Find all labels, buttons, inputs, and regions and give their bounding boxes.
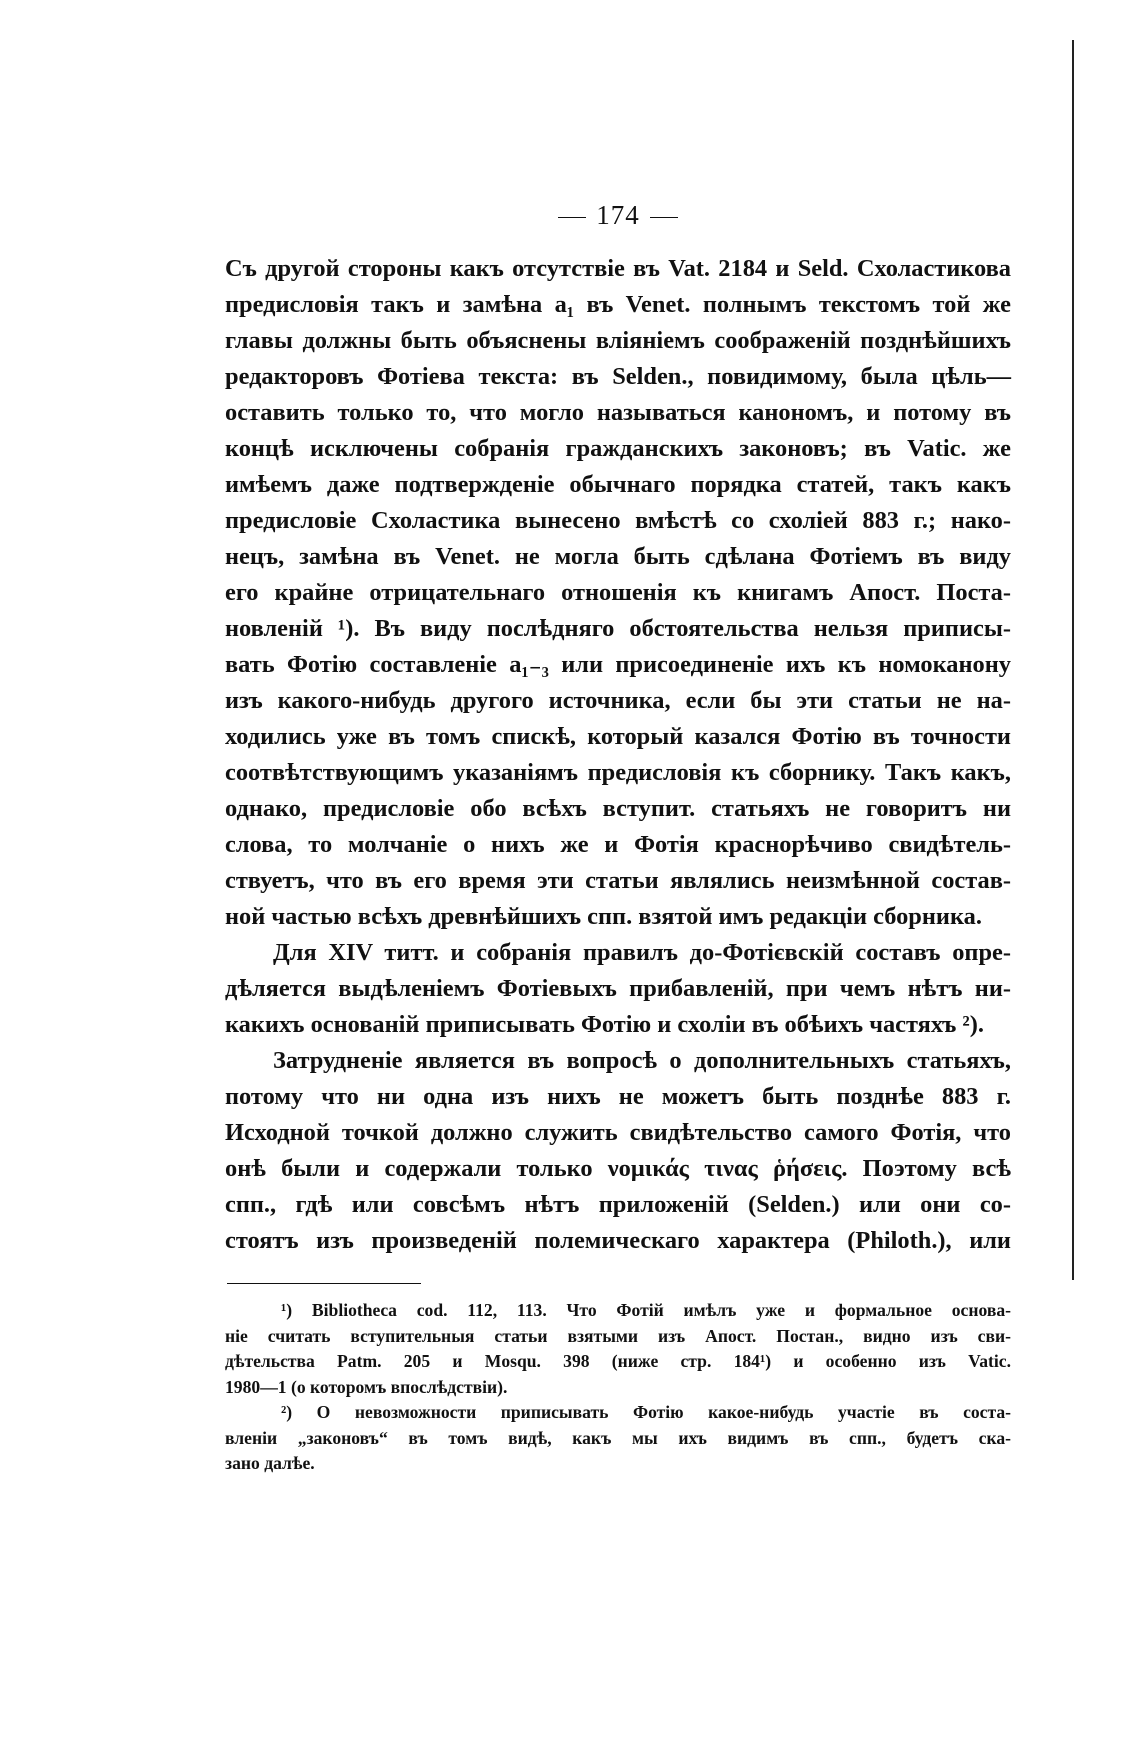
text-line: онѣ были и содержали только νομικάς τινας ῥήσεις. Поэтому всѣ	[225, 1155, 1011, 1182]
body-text	[225, 251, 1011, 1259]
text-line: ной частью всѣхъ древнѣйшихъ спп. взятой имъ редакціи сборника.	[225, 903, 982, 930]
text-line: предисловія такъ и замѣна a₁ въ Venet. полнымъ текстомъ той же	[225, 291, 1011, 318]
footnote-line: ²) О невозможности приписывать Фотію какое-нибудь участіе въ соста-	[281, 1402, 1011, 1422]
footnote-line: ¹) Bibliotheca cod. 112, 113. Что Фотій имѣлъ уже и формальное основа-	[281, 1300, 1011, 1320]
footnote-line: зано далѣе.	[225, 1453, 315, 1473]
footnote-line: дѣтельства Patm. 205 и Mosqu. 398 (ниже стр. 184¹) и особенно изъ Vatic.	[225, 1351, 1011, 1371]
text-line: оставить только то, что могло называться канономъ, и потому въ	[225, 399, 1011, 426]
dash-left	[558, 217, 586, 218]
text-line: концѣ исключены собранія гражданскихъ законовъ; въ Vatic. же	[225, 435, 1011, 462]
dash-right	[650, 217, 678, 218]
text-line: Затрудненіе является въ вопросѣ о дополнительныхъ статьяхъ,	[273, 1047, 1011, 1074]
footnote-2	[225, 1400, 1011, 1477]
footnote-line: ніе считать вступительныя статьи взятыми изъ Апост. Постан., видно изъ сви-	[225, 1325, 1011, 1346]
scan-edge-line	[1072, 40, 1074, 1280]
book-page	[225, 200, 1011, 1477]
text-line: Съ другой стороны какъ отсутствіе въ Vat. 2184 и Seld. Схоластикова	[225, 255, 1011, 282]
paragraph-1	[225, 251, 1011, 935]
text-line: слова, то молчаніе о нихъ же и Фотія краснорѣчиво свидѣтель-	[225, 831, 1011, 858]
text-line: однако, предисловіе обо всѣхъ вступит. статьяхъ не говоритъ ни	[225, 795, 1011, 822]
text-line: главы должны быть объяснены вліяніемъ соображеній позднѣйшихъ	[225, 327, 1011, 354]
text-line: стоятъ изъ произведеній полемическаго характера (Philoth.), или	[225, 1227, 1011, 1254]
text-line: имѣемъ даже подтвержденіе обычнаго порядка статей, такъ какъ	[225, 471, 1011, 498]
footnotes	[225, 1298, 1011, 1477]
text-line: потому что ни одна изъ нихъ не можетъ быть позднѣе 883 г.	[225, 1083, 1011, 1110]
footnote-divider	[227, 1283, 421, 1284]
page-number-header	[225, 200, 1011, 231]
text-line: дѣляется выдѣленіемъ Фотіевыхъ прибавленій, при чемъ нѣтъ ни-	[225, 975, 1011, 1002]
text-line: ствуетъ, что въ его время эти статьи являлись неизмѣнной состав-	[225, 867, 1011, 894]
text-line: вать Фотію составленіе a₁₋₃ или присоединеніе ихъ къ номоканону	[225, 651, 1011, 678]
text-line: изъ какого-нибудь другого источника, если бы эти статьи не на-	[225, 687, 1011, 714]
text-line: его крайне отрицательнаго отношенія къ книгамъ Апост. Поста-	[225, 579, 1011, 606]
text-line: какихъ основаній приписывать Фотію и схоліи въ обѣихъ частяхъ ²).	[225, 1011, 984, 1038]
text-line: новленій ¹). Въ виду послѣдняго обстоятельства нельзя приписы-	[225, 615, 1011, 642]
paragraph-3	[225, 1043, 1011, 1259]
text-line: спп., гдѣ или совсѣмъ нѣтъ приложеній (Selden.) или они со-	[225, 1191, 1011, 1218]
footnote-1	[225, 1298, 1011, 1400]
footnote-line: вленіи „законовъ“ въ томъ видѣ, какъ мы ихъ видимъ въ спп., будетъ ска-	[225, 1427, 1011, 1448]
text-line: Исходной точкой должно служить свидѣтельство самого Фотія, что	[225, 1119, 1011, 1146]
text-line: Для XIV титт. и собранія правилъ до-Фотієвскій составъ опре-	[273, 939, 1011, 966]
text-line: соотвѣтствующимъ указаніямъ предисловія къ сборнику. Такъ какъ,	[225, 759, 1011, 786]
text-line: нецъ, замѣна въ Venet. не могла быть сдѣлана Фотіемъ въ виду	[225, 543, 1011, 570]
paragraph-2	[225, 935, 1011, 1043]
text-line: редакторовъ Фотіева текста: въ Selden., повидимому, была цѣль—	[225, 363, 1011, 390]
page-number: 174	[596, 200, 640, 230]
footnote-line: 1980—1 (о которомъ впослѣдствіи).	[225, 1376, 508, 1397]
text-line: предисловіе Схоластика вынесено вмѣстѣ со схоліей 883 г.; нако-	[225, 507, 1011, 534]
text-line: ходились уже въ томъ спискѣ, который казался Фотію въ точности	[225, 723, 1011, 750]
